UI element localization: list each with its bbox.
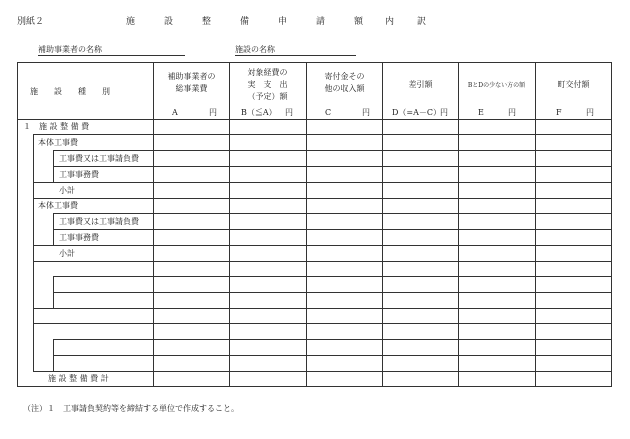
yen-unit: 円: [440, 108, 448, 117]
row-label: 工事費又は工事請負費: [59, 217, 139, 226]
column-header: 対象経費の: [247, 68, 288, 77]
column-unit: F: [556, 108, 562, 117]
row-label: 小計: [59, 249, 75, 258]
title-char: 訳: [417, 17, 427, 27]
column-header: 補助事業者の: [167, 72, 216, 81]
column-header: （予定）額: [247, 92, 288, 101]
title-char: 内: [385, 17, 395, 27]
total-row-label: 施 設 整 備 費 計: [48, 374, 109, 383]
yen-unit: 円: [362, 108, 370, 117]
row-label: 工事事務費: [59, 233, 99, 242]
title-char: 備: [240, 17, 250, 27]
column-unit: D（=A－C）: [392, 108, 442, 117]
operator-name-field[interactable]: [38, 55, 185, 56]
section-title: １ 施 設 整 備 費: [23, 122, 90, 131]
column-unit: E: [478, 108, 484, 117]
title-char: 申: [278, 17, 288, 27]
row-label: 本体工事費: [38, 138, 78, 147]
form-number: 別紙２: [17, 17, 45, 27]
footnote: （注）１ 工事請負契約等を締結する単位で作成すること。: [23, 404, 239, 413]
row-label: 本体工事費: [38, 201, 78, 210]
facility-name-label: 施設の名称: [235, 45, 275, 54]
title-char: 施: [126, 17, 136, 27]
yen-unit: 円: [209, 108, 217, 117]
yen-unit: 円: [586, 108, 594, 117]
title-char: 設: [164, 17, 174, 27]
yen-unit: 円: [285, 108, 293, 117]
title-char: 整: [202, 17, 212, 27]
column-header: 実 支 出: [247, 80, 288, 89]
operator-name-label: 補助事業者の名称: [38, 45, 102, 54]
title-char: 請: [316, 17, 326, 27]
column-unit: C: [325, 108, 332, 117]
column-header: 差引額: [408, 80, 433, 89]
column-header: 寄付金その: [324, 72, 365, 81]
row-label: 工事費又は工事請負費: [59, 154, 139, 163]
category-header: 施 設 種 別: [30, 87, 110, 96]
column-header: 町交付額: [557, 80, 590, 89]
column-header: 総事業費: [175, 84, 208, 93]
column-header: BとDの少ない方の額: [467, 82, 526, 89]
column-unit: B（≦A）: [241, 108, 277, 117]
row-label: 小計: [59, 186, 75, 195]
column-unit: A: [172, 108, 178, 117]
facility-name-field[interactable]: [235, 55, 356, 56]
row-label: 工事事務費: [59, 170, 99, 179]
title-char: 額: [354, 17, 364, 27]
yen-unit: 円: [508, 108, 516, 117]
column-header: 他の収入額: [324, 84, 365, 93]
